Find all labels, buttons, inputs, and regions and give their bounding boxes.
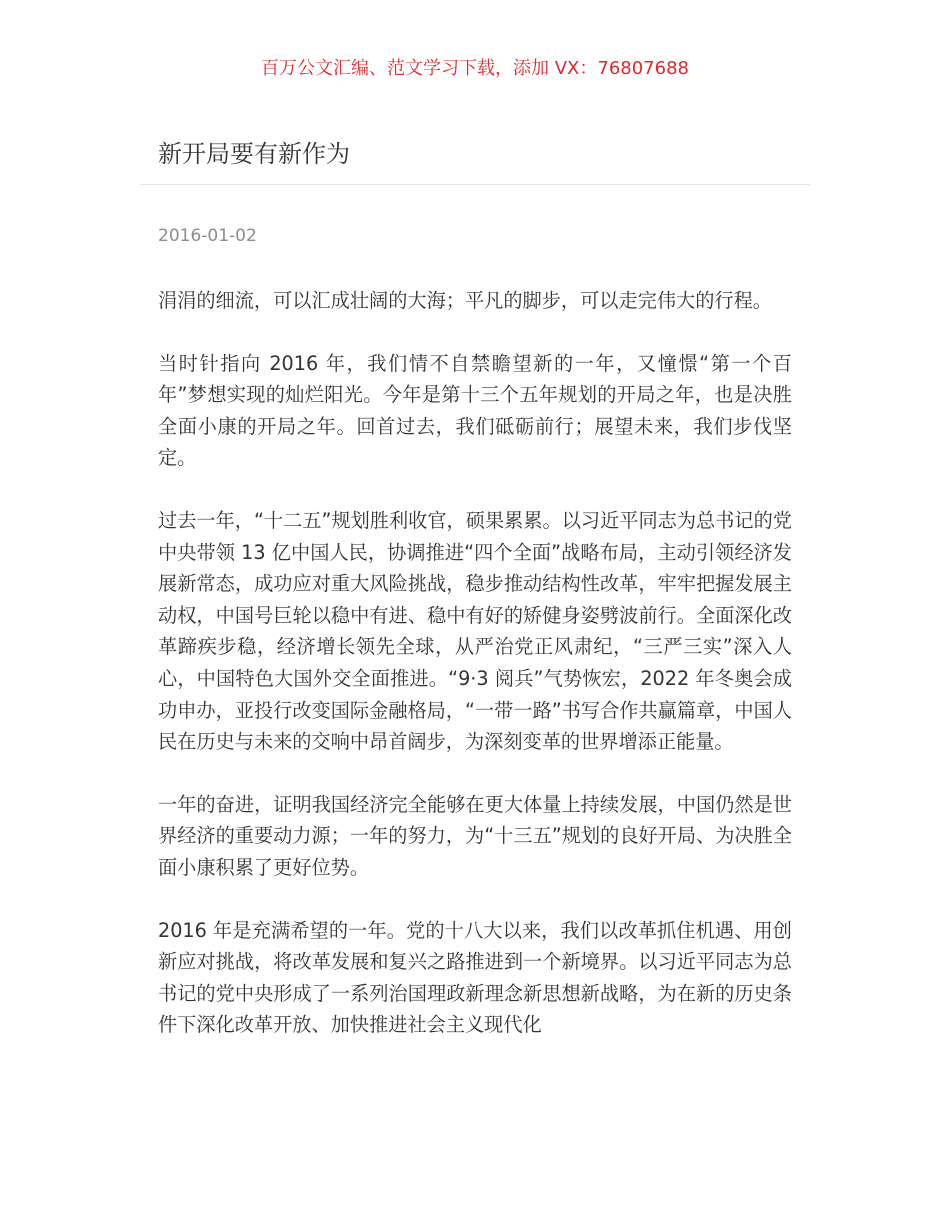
article	[140, 136, 810, 1072]
paragraph: 过去一年，“十二五”规划胜利收官，硕果累累。以习近平同志为总书记的党中央带领 13 亿中国人民，协调推进“四个全面”战略布局，主动引领经济发展新常态，成功应对重大风险挑战，稳步推动结构性改革，牢牢把握发展主动权，中国号巨轮以稳中有进、稳中有好的矫健身姿劈波前行。全面深化改革蹄疾步稳，经济增长领先全球，从严治党正风肃纪，“三严三实”深入人心，中国特色大国外交全面推进。“9·3 阅兵”气势恢宏，2022 年冬奥会成功申办，亚投行改变国际金融格局，“一带一路”书写合作共赢篇章，中国人民在历史与未来的交响中昂首阔步，为深刻变革的世界增添正能量。	[158, 508, 792, 754]
article-body	[158, 285, 792, 1041]
article-date: 2016-01-02	[158, 226, 257, 246]
paragraph: 涓涓的细流，可以汇成壮阔的大海；平凡的脚步，可以走完伟大的行程。	[158, 289, 772, 312]
paragraph: 当时针指向 2016 年，我们情不自禁瞻望新的一年，又憧憬“第一个百年”梦想实现的灿烂阳光。今年是第十三个五年规划的开局之年，也是决胜全面小康的开局之年。回首过去，我们砥砺前行；展望未来，我们步伐坚定。	[158, 351, 792, 470]
paragraph: 一年的奋进，证明我国经济完全能够在更大体量上持续发展，中国仍然是世界经济的重要动力源；一年的努力，为“十三五”规划的良好开局、为决胜全面小康积累了更好位势。	[158, 792, 792, 879]
paragraph: 2016 年是充满希望的一年。党的十八大以来，我们以改革抓住机遇、用创新应对挑战，将改革发展和复兴之路推进到一个新境界。以习近平同志为总书记的党中央形成了一系列治国理政新理念新思想新战略，为在新的历史条件下深化改革开放、加快推进社会主义现代化	[158, 918, 792, 1037]
header-banner: 百万公文汇编、范文学习下载，添加 VX：76807688	[261, 58, 689, 79]
article-title: 新开局要有新作为	[140, 136, 810, 185]
